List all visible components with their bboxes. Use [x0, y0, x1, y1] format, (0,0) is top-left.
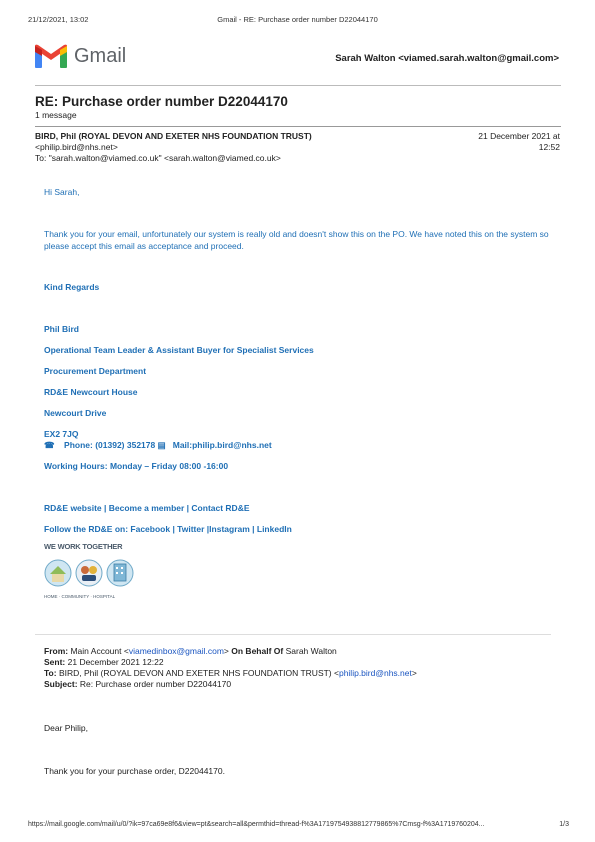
header-divider: [35, 85, 561, 86]
greeting: Hi Sarah,: [44, 187, 80, 197]
print-title: Gmail - RE: Purchase order number D22044170: [217, 15, 378, 24]
quoted-to-value: BIRD, Phil (ROYAL DEVON AND EXETER NHS FOUNDATION TRUST) <: [58, 668, 339, 678]
thread-divider: [35, 126, 561, 127]
quote-divider: [35, 634, 551, 635]
quoted-sent-value: 21 December 2021 12:22: [67, 657, 164, 667]
signature-name: Phil Bird: [44, 324, 79, 334]
page-number: 1/3: [559, 821, 569, 828]
sender-name: BIRD, Phil (ROYAL DEVON AND EXETER NHS FOUNDATION TRUST): [35, 131, 312, 141]
print-datetime: 21/12/2021, 13:02: [28, 15, 89, 24]
signature-links[interactable]: RD&E website | Become a member | Contact RD&E: [44, 503, 250, 513]
recipient-line: To: "sarah.walton@viamed.co.uk" <sarah.walton@viamed.co.uk>: [35, 153, 281, 163]
quoted-to-label: To:: [44, 668, 57, 678]
print-footer-url: https://mail.google.com/mail/u/0/?ik=97ca69e8f6&view=pt&search=all&permthid=thread-f%3A1719754938812779865%7Cmsg-f%3A1719760204...: [28, 821, 485, 828]
quoted-sent-line: [44, 657, 164, 668]
quoted-to-line: [44, 668, 417, 679]
quoted-subject-label: Subject:: [44, 679, 78, 689]
quoted-from-label: From:: [44, 646, 69, 656]
we-work-together-logo: [44, 542, 136, 604]
logo-title: WE WORK TOGETHER: [44, 542, 123, 551]
signature-department: Procurement Department: [44, 366, 147, 376]
quoted-from-close: >: [223, 646, 229, 656]
signature-follow[interactable]: Follow the RD&E on: Facebook | Twitter |Instagram | LinkedIn: [44, 524, 292, 534]
quoted-greeting: Dear Philip,: [44, 723, 88, 733]
logo-graphic-icon: [44, 553, 136, 593]
quoted-subject-line: [44, 679, 231, 690]
quoted-body: Thank you for your purchase order, D22044170.: [44, 766, 225, 776]
signature-hours: Working Hours: Monday – Friday 08:00 -16:00: [44, 461, 229, 471]
phone-icon: ☎: [44, 440, 55, 450]
quoted-from-email[interactable]: viamedinbox@gmail.com: [128, 646, 224, 656]
account-label: Sarah Walton <viamed.sarah.walton@gmail.com>: [335, 53, 559, 64]
signature-contact: [44, 440, 554, 452]
quoted-to-email[interactable]: philip.bird@nhs.net: [338, 668, 412, 678]
signature-address-1: RD&E Newcourt House: [44, 387, 138, 397]
signature-postcode: EX2 7JQ: [44, 429, 79, 439]
quoted-sent-label: Sent:: [44, 657, 66, 667]
logo-caption: HOME · COMMUNITY · HOSPITAL: [44, 594, 116, 599]
gmail-logo-icon: [35, 44, 67, 68]
message-date-line2: 12:52: [538, 142, 560, 152]
signature-phone: Phone: (01392) 352178: [64, 440, 156, 450]
quoted-subject-value: Re: Purchase order number D22044170: [79, 679, 232, 689]
quoted-behalf-value: Sarah Walton: [285, 646, 337, 656]
thread-subject: RE: Purchase order number D22044170: [35, 94, 288, 109]
message-date-line1: 21 December 2021 at: [478, 131, 560, 141]
message-count: 1 message: [35, 110, 77, 120]
quoted-from-value: Main Account <: [70, 646, 129, 656]
sign-off: Kind Regards: [44, 282, 100, 292]
message-date: [478, 131, 560, 153]
signature-title: Operational Team Leader & Assistant Buyer for Specialist Services: [44, 345, 314, 355]
body-paragraph: Thank you for your email, unfortunately our system is really old and doesn't show this on the PO. We have noted this on the system so please accept this email as acceptance and proceed.: [44, 229, 549, 251]
signature-mail[interactable]: Mail:philip.bird@nhs.net: [172, 440, 272, 450]
sender-email: <philip.bird@nhs.net>: [35, 142, 118, 152]
quoted-behalf-label: On Behalf Of: [231, 646, 284, 656]
gmail-wordmark: Gmail: [74, 45, 127, 67]
quoted-from-line: [44, 646, 337, 657]
fax-icon: ▤: [157, 440, 166, 450]
signature-address-2: Newcourt Drive: [44, 408, 107, 418]
quoted-to-close: >: [411, 668, 417, 678]
